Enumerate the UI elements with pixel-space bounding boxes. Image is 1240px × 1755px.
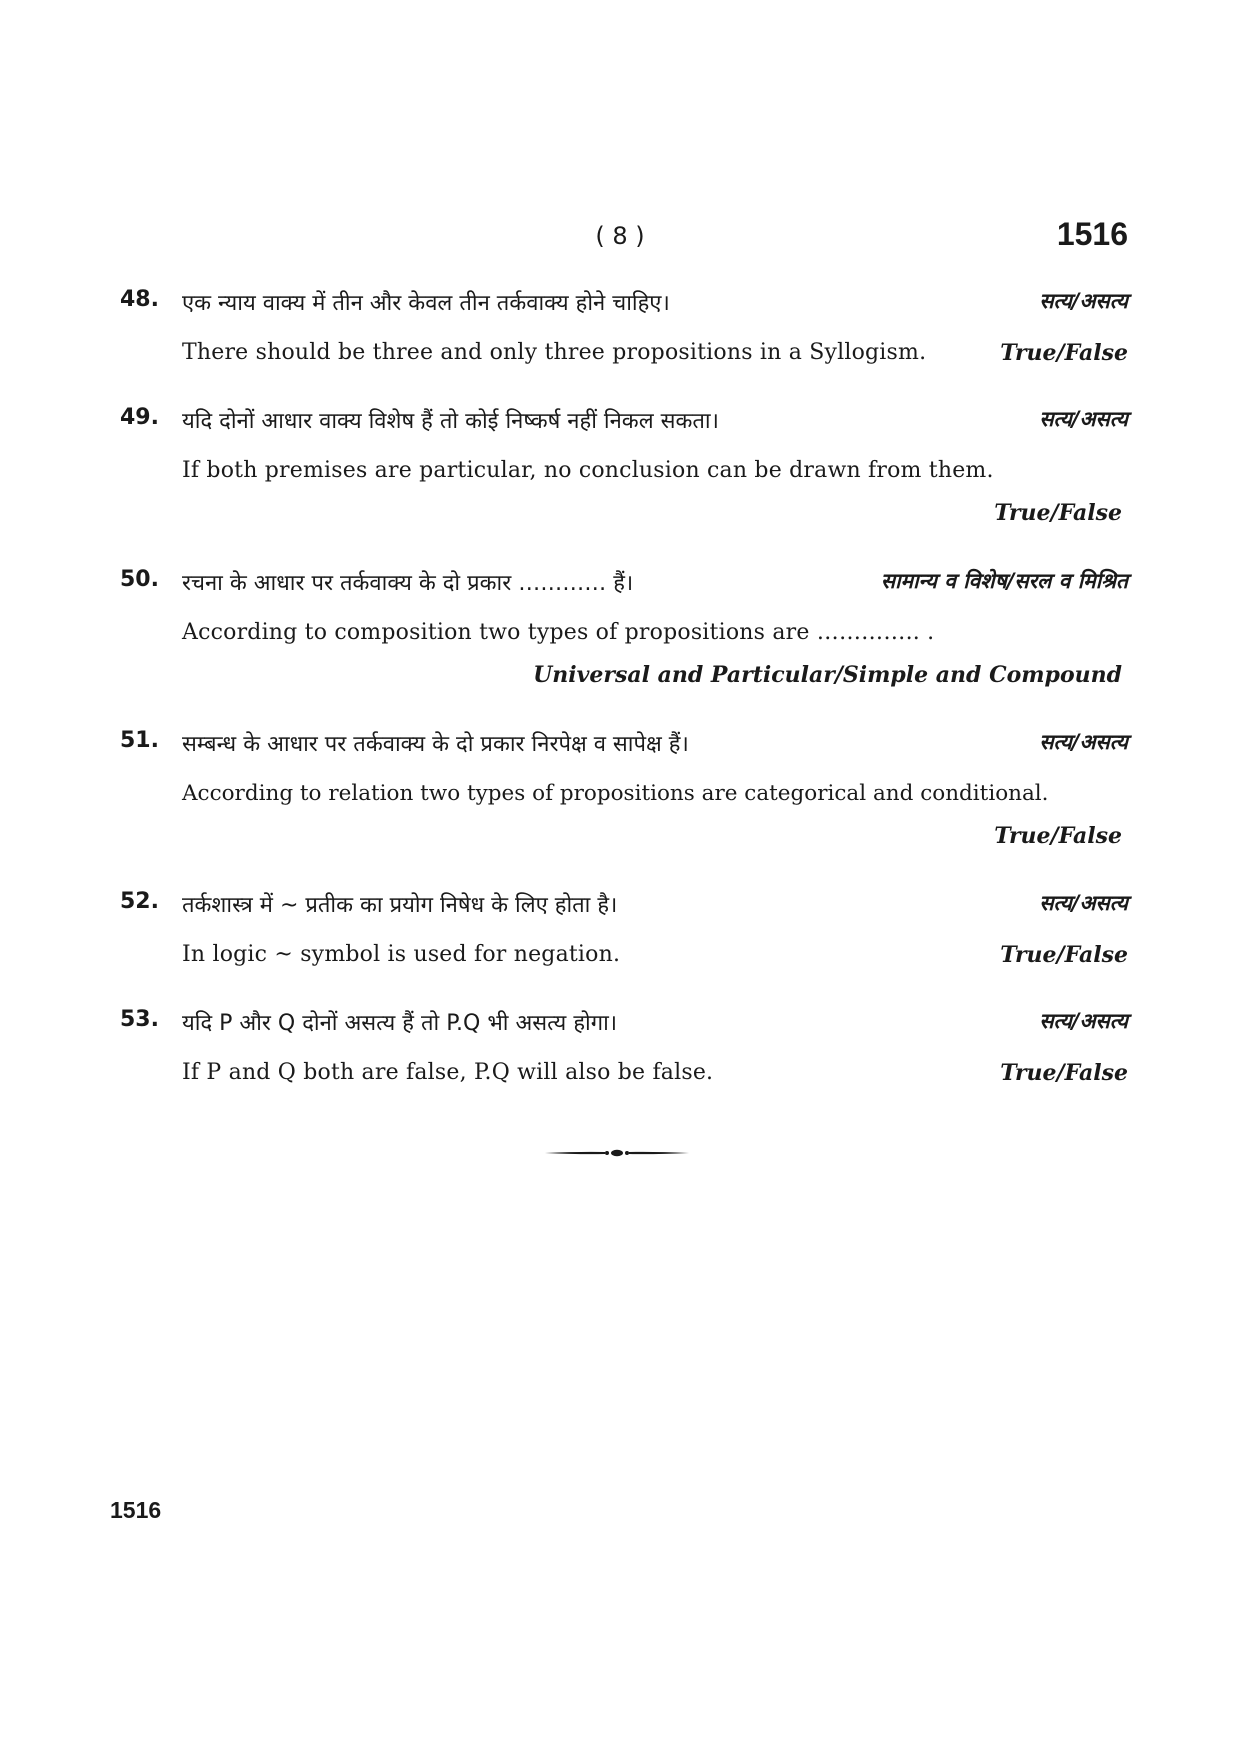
question-text-english: In logic ~ symbol is used for negation.: [182, 942, 621, 967]
question-number: 52.: [120, 889, 159, 914]
end-ornament: [545, 1146, 689, 1160]
answer-options-english: True/False: [994, 823, 1122, 849]
question-number: 53.: [120, 1007, 159, 1032]
question-text-english: According to composition two types of propositions are ………….. .: [182, 620, 935, 645]
question-number: 50.: [120, 567, 159, 592]
answer-options-english: True/False: [1000, 340, 1128, 366]
question-text-hindi: तर्कशास्त्र में ~ प्रतीक का प्रयोग निषेध के लिए होता है।: [182, 893, 618, 918]
answer-options-hindi: सत्य/असत्य: [1039, 891, 1128, 915]
answer-options-hindi: सत्य/असत्य: [1039, 289, 1128, 313]
question-text-hindi: सम्बन्ध के आधार पर तर्कवाक्य के दो प्रकार निरपेक्ष व सापेक्ष हैं।: [182, 732, 689, 757]
answer-options-hindi: सामान्य व विशेष/सरल व मिश्रित: [880, 569, 1128, 593]
question-text-hindi: यदि दोनों आधार वाक्य विशेष हैं तो कोई निष्कर्ष नहीं निकल सकता।: [182, 409, 719, 434]
answer-options-english: True/False: [994, 500, 1122, 526]
question-text-hindi: रचना के आधार पर तर्कवाक्य के दो प्रकार ………… हैं।: [182, 571, 634, 596]
question-number: 49.: [120, 405, 159, 430]
page-number: ( 8 ): [595, 222, 645, 250]
answer-options-hindi: सत्य/असत्य: [1039, 1009, 1128, 1033]
question-text-english: If P and Q both are false, P.Q will also be false.: [182, 1060, 714, 1085]
answer-options-english: True/False: [1000, 942, 1128, 968]
answer-options-hindi: सत्य/असत्य: [1039, 730, 1128, 754]
question-number: 51.: [120, 728, 159, 753]
answer-options-english: True/False: [1000, 1060, 1128, 1086]
answer-options-hindi: सत्य/असत्य: [1039, 407, 1128, 431]
question-text-english: If both premises are particular, no conclusion can be drawn from them.: [182, 458, 994, 483]
answer-options-english: Universal and Particular/Simple and Compound: [533, 662, 1122, 688]
paper-code-header: 1516: [1056, 216, 1128, 252]
question-text-hindi: यदि P और Q दोनों असत्य हैं तो P.Q भी असत्य होगा।: [182, 1011, 618, 1036]
question-number: 48.: [120, 287, 159, 312]
paper-code-footer: 1516: [110, 1497, 162, 1523]
question-text-hindi: एक न्याय वाक्य में तीन और केवल तीन तर्कवाक्य होने चाहिए।: [182, 291, 670, 316]
question-text-english: There should be three and only three propositions in a Syllogism.: [182, 340, 927, 365]
question-text-english: According to relation two types of propositions are categorical and conditional.: [182, 781, 1049, 806]
